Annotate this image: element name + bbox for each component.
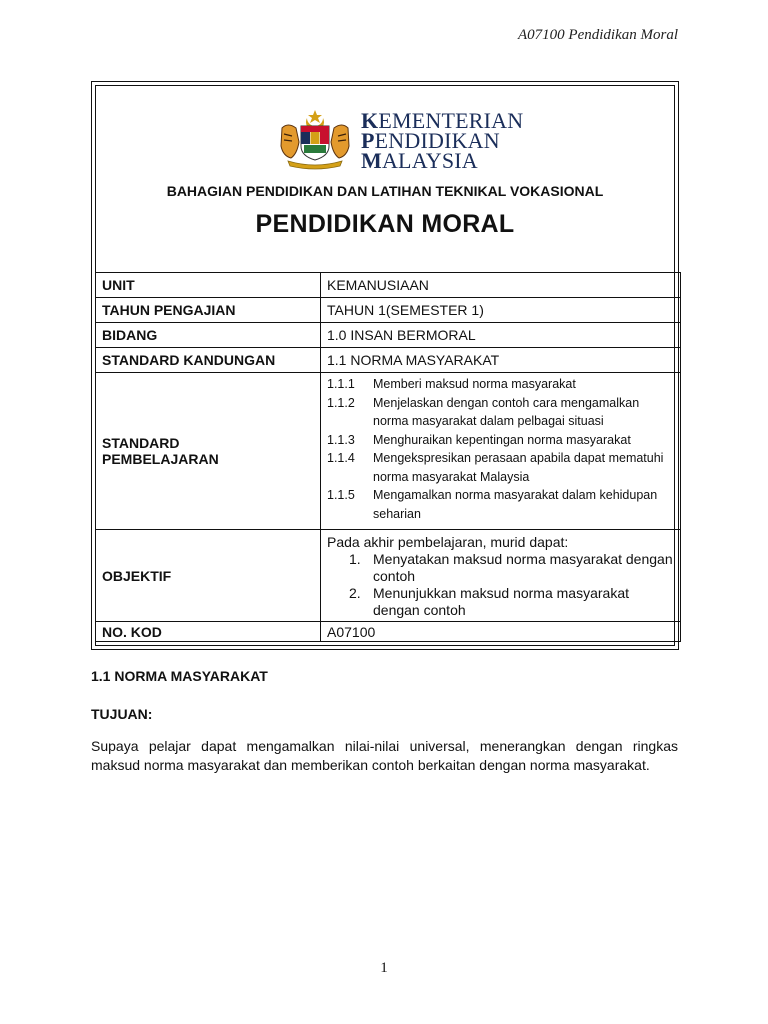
item-text: Menyatakan maksud norma masyarakat dengan contoh [373,551,673,584]
kandungan-value: 1.1 NORMA MASYARAKAT [321,348,681,373]
unit-label: UNIT [96,273,321,298]
document-reference: A07100 Pendidikan Moral [518,27,678,43]
logo-text-line1: KEMENTERIAN [361,108,524,133]
pembelajaran-label [96,373,321,530]
tahun-value: TAHUN 1(SEMESTER 1) [321,298,681,323]
item-number: 1.1.1 [327,377,355,391]
course-info-table [95,272,681,642]
list-item [327,551,674,585]
objektif-label: OBJEKTIF [96,530,321,622]
item-number: 1. [349,551,361,567]
item-text: Menjelaskan dengan contoh cara mengamalkan norma masyarakat dalam pelbagai situasi [373,395,640,428]
logo-text-line3: MALAYSIA [361,148,478,173]
subject-title: PENDIDIKAN MORAL [255,210,515,238]
tahun-label: TAHUN PENGAJIAN [96,298,321,323]
list-item [327,486,674,523]
ministry-logo [274,108,524,173]
table-row [96,622,681,642]
pembelajaran-label-line1: STANDARD [102,435,180,451]
item-number: 1.1.2 [327,395,355,410]
tujuan-heading: TUJUAN: [91,706,153,722]
tujuan-paragraph: Supaya pelajar dapat mengamalkan nilai-nilai universal, menerangkan dengan ringkas maksud norma masyarakat dan memberikan contoh berkaitan dengan norma masyarakat. [91,738,678,773]
list-item [327,431,674,450]
list-item [327,449,674,486]
list-item [327,375,674,394]
kandungan-label: STANDARD KANDUNGAN [96,348,321,373]
item-number: 1.1.5 [327,488,355,502]
bidang-value: 1.0 INSAN BERMORAL [321,323,681,348]
list-item [327,585,674,619]
table-row [96,298,681,323]
coat-of-arms-icon [274,108,356,170]
kod-label: NO. KOD [96,622,321,642]
item-text: Memberi maksud norma masyarakat [373,377,576,391]
item-text: Menghuraikan kepentingan norma masyarakat [373,432,631,447]
cover-inner-border [95,85,675,646]
logo-text-line2: PENDIDIKAN [361,128,500,153]
table-row [96,323,681,348]
item-text: Mengamalkan norma masyarakat dalam kehidupan seharian [373,488,658,521]
objektif-intro: Pada akhir pembelajaran, murid dapat: [327,534,569,550]
table-row [96,530,681,622]
item-number: 2. [349,585,361,601]
pembelajaran-list [321,373,681,530]
item-text: Menunjukkan maksud norma masyarakat dengan contoh [373,585,630,618]
item-number: 1.1.4 [327,451,355,465]
table-row [96,373,681,530]
list-item [327,394,674,431]
section-heading: 1.1 NORMA MASYARAKAT [91,668,268,684]
kod-value: A07100 [321,622,681,642]
table-row [96,348,681,373]
division-title: BAHAGIAN PENDIDIKAN DAN LATIHAN TEKNIKAL VOKASIONAL [166,183,604,199]
pembelajaran-label-line2: PEMBELAJARAN [102,451,219,467]
objektif-content [321,530,681,622]
item-number: 1.1.3 [327,432,355,447]
bidang-label: BIDANG [96,323,321,348]
item-text: Mengekspresikan perasaan apabila dapat mematuhi norma masyarakat Malaysia [373,451,664,484]
table-row [96,273,681,298]
page-number: 1 [380,960,388,976]
unit-value: KEMANUSIAAN [321,273,681,298]
cover-frame [91,81,679,650]
